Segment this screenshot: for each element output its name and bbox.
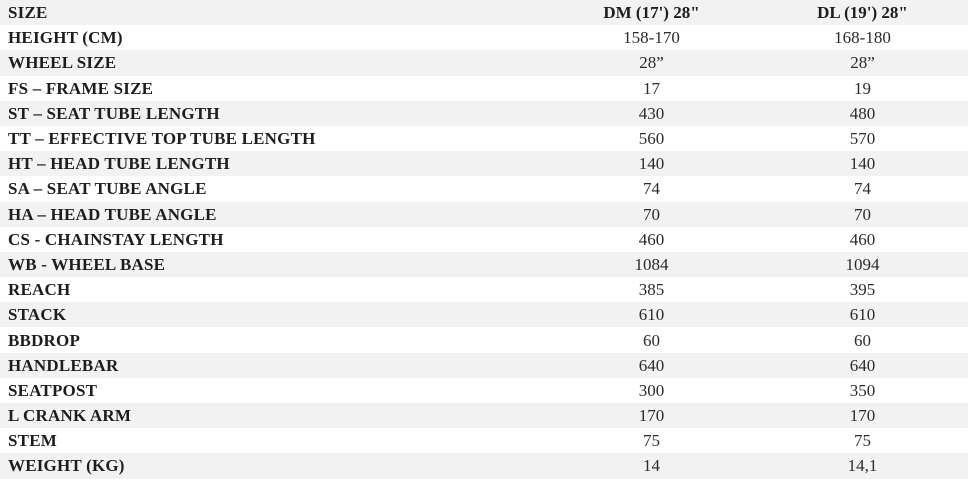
row-value-dm: 17 <box>546 76 757 101</box>
row-value-dm: 70 <box>546 202 757 227</box>
row-value-dl: 480 <box>757 101 968 126</box>
row-label: WB - WHEEL BASE <box>0 252 546 277</box>
row-value-dm: 158-170 <box>546 25 757 50</box>
row-label: REACH <box>0 277 546 302</box>
table-row <box>0 277 968 302</box>
row-value-dm: 14 <box>546 453 757 478</box>
table-row <box>0 176 968 201</box>
row-value-dm: 300 <box>546 378 757 403</box>
table-row <box>0 76 968 101</box>
column-header-dm: DM (17') 28" <box>546 0 757 25</box>
row-value-dm: 1084 <box>546 252 757 277</box>
table-row <box>0 227 968 252</box>
table-row <box>0 428 968 453</box>
table-header-row <box>0 0 968 25</box>
column-header-dl: DL (19') 28" <box>757 0 968 25</box>
column-header-size: SIZE <box>0 0 546 25</box>
table-row <box>0 50 968 75</box>
row-value-dm: 560 <box>546 126 757 151</box>
row-label: SEATPOST <box>0 378 546 403</box>
row-label: L CRANK ARM <box>0 403 546 428</box>
row-label: FS – FRAME SIZE <box>0 76 546 101</box>
row-label: CS - CHAINSTAY LENGTH <box>0 227 546 252</box>
row-value-dm: 75 <box>546 428 757 453</box>
table-row <box>0 252 968 277</box>
row-label: WHEEL SIZE <box>0 50 546 75</box>
row-value-dm: 28” <box>546 50 757 75</box>
row-value-dl: 570 <box>757 126 968 151</box>
row-label: HANDLEBAR <box>0 353 546 378</box>
table-row <box>0 327 968 352</box>
row-value-dl: 19 <box>757 76 968 101</box>
row-value-dl: 168-180 <box>757 25 968 50</box>
row-value-dl: 395 <box>757 277 968 302</box>
table-row <box>0 25 968 50</box>
row-value-dm: 610 <box>546 302 757 327</box>
row-label: BBDROP <box>0 327 546 352</box>
row-value-dl: 75 <box>757 428 968 453</box>
table-row <box>0 151 968 176</box>
row-label: TT – EFFECTIVE TOP TUBE LENGTH <box>0 126 546 151</box>
table-row <box>0 101 968 126</box>
table-row <box>0 453 968 478</box>
row-value-dm: 60 <box>546 327 757 352</box>
row-value-dm: 170 <box>546 403 757 428</box>
row-value-dm: 460 <box>546 227 757 252</box>
row-value-dl: 14,1 <box>757 453 968 478</box>
row-value-dm: 140 <box>546 151 757 176</box>
row-label: ST – SEAT TUBE LENGTH <box>0 101 546 126</box>
row-value-dl: 140 <box>757 151 968 176</box>
row-value-dl: 1094 <box>757 252 968 277</box>
row-label: HA – HEAD TUBE ANGLE <box>0 202 546 227</box>
table-row <box>0 302 968 327</box>
row-value-dl: 70 <box>757 202 968 227</box>
row-value-dl: 60 <box>757 327 968 352</box>
table-row <box>0 126 968 151</box>
row-label: STACK <box>0 302 546 327</box>
row-value-dl: 460 <box>757 227 968 252</box>
row-value-dl: 170 <box>757 403 968 428</box>
table-row <box>0 403 968 428</box>
row-value-dm: 385 <box>546 277 757 302</box>
row-value-dm: 640 <box>546 353 757 378</box>
table-row <box>0 353 968 378</box>
row-value-dl: 74 <box>757 176 968 201</box>
row-value-dl: 610 <box>757 302 968 327</box>
row-value-dl: 28” <box>757 50 968 75</box>
row-value-dm: 430 <box>546 101 757 126</box>
row-value-dl: 640 <box>757 353 968 378</box>
table-row <box>0 202 968 227</box>
row-label: WEIGHT (KG) <box>0 453 546 478</box>
row-label: HT – HEAD TUBE LENGTH <box>0 151 546 176</box>
row-value-dl: 350 <box>757 378 968 403</box>
row-label: STEM <box>0 428 546 453</box>
row-value-dm: 74 <box>546 176 757 201</box>
row-label: HEIGHT (CM) <box>0 25 546 50</box>
table-row <box>0 378 968 403</box>
row-label: SA – SEAT TUBE ANGLE <box>0 176 546 201</box>
